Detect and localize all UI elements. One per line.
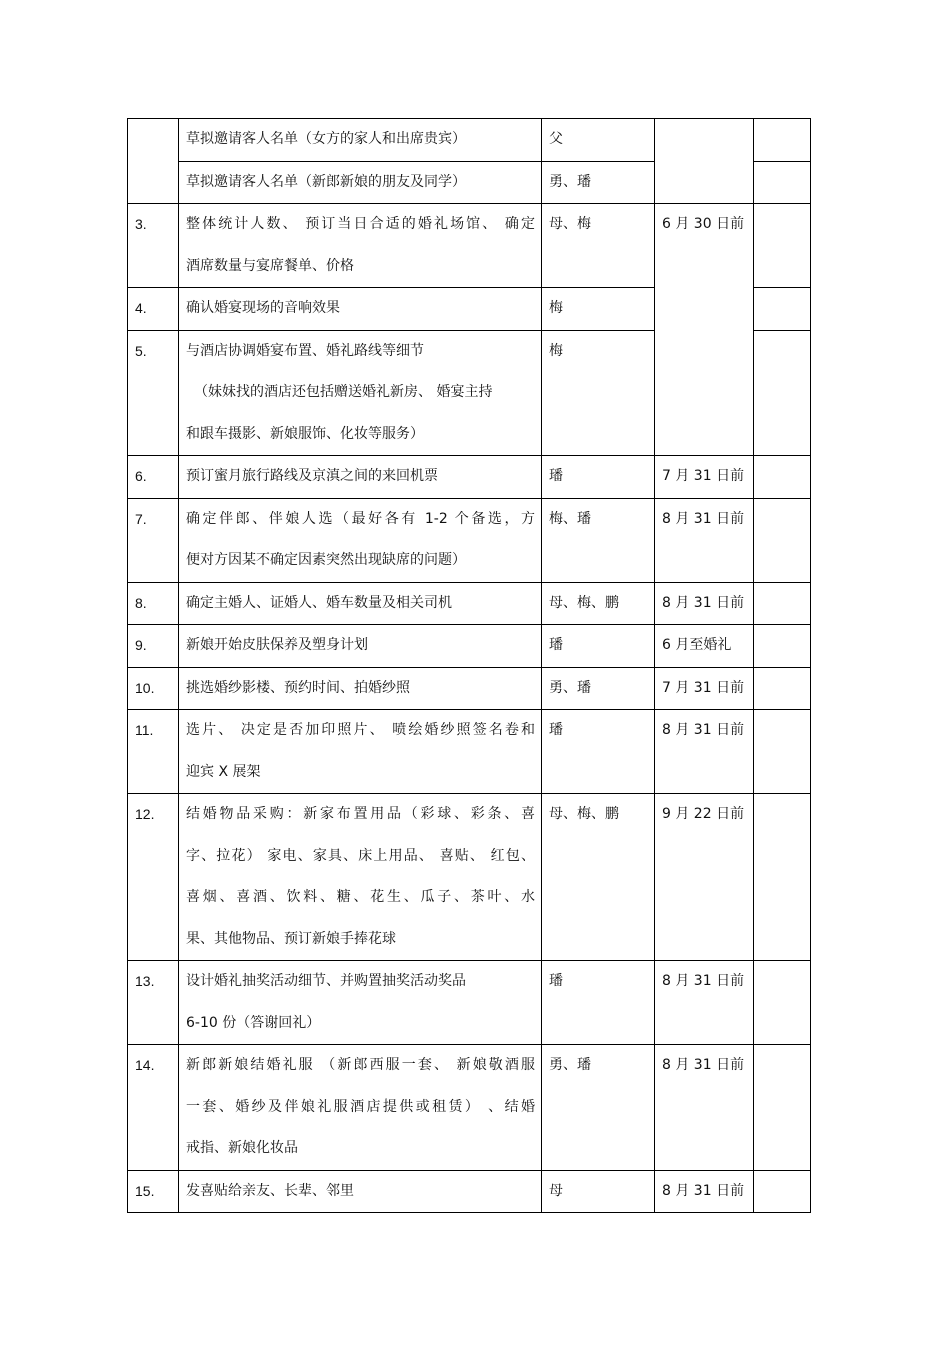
table-row xyxy=(128,582,811,625)
notes-cell xyxy=(754,161,811,204)
table-row xyxy=(128,961,811,1045)
owner-cell: 母、梅、鹏 xyxy=(542,794,655,961)
owner-cell: 梅、璠 xyxy=(542,498,655,582)
task-cell: 新郎新娘结婚礼服 （新郎西服一套、 新娘敬酒服 一套、婚纱及伴娘礼服酒店提供或租赁） 、结婚 戒指、新娘化妆品 xyxy=(179,1045,542,1171)
owner-cell: 璠 xyxy=(542,961,655,1045)
notes-cell xyxy=(754,582,811,625)
task-cell: 结婚物品采购：新家布置用品（彩球、彩条、喜 字、拉花） 家电、家具、床上用品、 喜贴、 红包、 喜烟、喜酒、饮料、糖、花生、瓜子、茶叶、水 果、其他物品、预订新娘手捧花球 xyxy=(179,794,542,961)
row-number: 4. xyxy=(128,288,179,331)
row-number: 8. xyxy=(128,582,179,625)
deadline-cell: 8 月 31 日前 xyxy=(655,498,754,582)
wedding-plan-table xyxy=(127,118,811,1213)
notes-cell xyxy=(754,1045,811,1171)
task-cell: 确认婚宴现场的音响效果 xyxy=(179,288,542,331)
table-row xyxy=(128,794,811,961)
task-cell: 设计婚礼抽奖活动细节、并购置抽奖活动奖品 6-10 份（答谢回礼） xyxy=(179,961,542,1045)
owner-cell: 父 xyxy=(542,119,655,162)
task-cell: 新娘开始皮肤保养及塑身计划 xyxy=(179,625,542,668)
notes-cell xyxy=(754,119,811,162)
owner-cell: 勇、璠 xyxy=(542,161,655,204)
notes-cell xyxy=(754,667,811,710)
owner-cell: 璠 xyxy=(542,625,655,668)
deadline-cell: 8 月 31 日前 xyxy=(655,1170,754,1213)
table-row xyxy=(128,667,811,710)
deadline-cell: 8 月 31 日前 xyxy=(655,582,754,625)
deadline-cell: 6 月至婚礼 xyxy=(655,625,754,668)
deadline-cell: 9 月 22 日前 xyxy=(655,794,754,961)
table-row xyxy=(128,1170,811,1213)
notes-cell xyxy=(754,794,811,961)
owner-cell: 璠 xyxy=(542,710,655,794)
task-cell: 草拟邀请客人名单（新郎新娘的朋友及同学） xyxy=(179,161,542,204)
task-cell: 确定伴郎、伴娘人选（最好各有 1-2 个备选，方 便对方因某不确定因素突然出现缺席的问题） xyxy=(179,498,542,582)
row-number: 14. xyxy=(128,1045,179,1171)
deadline-cell: 8 月 31 日前 xyxy=(655,1045,754,1171)
task-cell: 整体统计人数、 预订当日合适的婚礼场馆、 确定 酒席数量与宴席餐单、价格 xyxy=(179,204,542,288)
notes-cell xyxy=(754,1170,811,1213)
table-row xyxy=(128,710,811,794)
notes-cell xyxy=(754,204,811,288)
task-cell: 确定主婚人、证婚人、婚车数量及相关司机 xyxy=(179,582,542,625)
task-cell: 与酒店协调婚宴布置、婚礼路线等细节 （妹妹找的酒店还包括赠送婚礼新房、 婚宴主持 和跟车摄影、新娘服饰、化妆等服务） xyxy=(179,330,542,456)
owner-cell: 勇、璠 xyxy=(542,667,655,710)
notes-cell xyxy=(754,330,811,456)
row-number: 5. xyxy=(128,330,179,456)
deadline-cell: 6 月 30 日前 xyxy=(655,204,754,456)
task-cell: 草拟邀请客人名单（女方的家人和出席贵宾） xyxy=(179,119,542,162)
task-cell: 选片、 决定是否加印照片、 喷绘婚纱照签名卷和 迎宾 X 展架 xyxy=(179,710,542,794)
row-number: 15. xyxy=(128,1170,179,1213)
owner-cell: 梅 xyxy=(542,288,655,331)
owner-cell: 母 xyxy=(542,1170,655,1213)
owner-cell: 母、梅 xyxy=(542,204,655,288)
table-row xyxy=(128,625,811,668)
table-row xyxy=(128,119,811,162)
row-number: 6. xyxy=(128,456,179,499)
deadline-cell: 7 月 31 日前 xyxy=(655,667,754,710)
row-number: 11. xyxy=(128,710,179,794)
row-number xyxy=(128,119,179,204)
notes-cell xyxy=(754,961,811,1045)
owner-cell: 勇、璠 xyxy=(542,1045,655,1171)
task-cell: 挑选婚纱影楼、预约时间、拍婚纱照 xyxy=(179,667,542,710)
row-number: 10. xyxy=(128,667,179,710)
task-cell: 预订蜜月旅行路线及京滇之间的来回机票 xyxy=(179,456,542,499)
table-row xyxy=(128,498,811,582)
table-row xyxy=(128,456,811,499)
deadline-cell: 7 月 31 日前 xyxy=(655,456,754,499)
table-row xyxy=(128,204,811,288)
task-cell: 发喜贴给亲友、长辈、邻里 xyxy=(179,1170,542,1213)
notes-cell xyxy=(754,710,811,794)
owner-cell: 璠 xyxy=(542,456,655,499)
row-number: 13. xyxy=(128,961,179,1045)
row-number: 7. xyxy=(128,498,179,582)
row-number: 9. xyxy=(128,625,179,668)
notes-cell xyxy=(754,288,811,331)
notes-cell xyxy=(754,625,811,668)
owner-cell: 梅 xyxy=(542,330,655,456)
owner-cell: 母、梅、鹏 xyxy=(542,582,655,625)
row-number: 12. xyxy=(128,794,179,961)
table-row xyxy=(128,1045,811,1171)
row-number: 3. xyxy=(128,204,179,288)
notes-cell xyxy=(754,456,811,499)
deadline-cell: 8 月 31 日前 xyxy=(655,961,754,1045)
deadline-cell: 8 月 31 日前 xyxy=(655,710,754,794)
notes-cell xyxy=(754,498,811,582)
deadline-cell xyxy=(655,119,754,204)
